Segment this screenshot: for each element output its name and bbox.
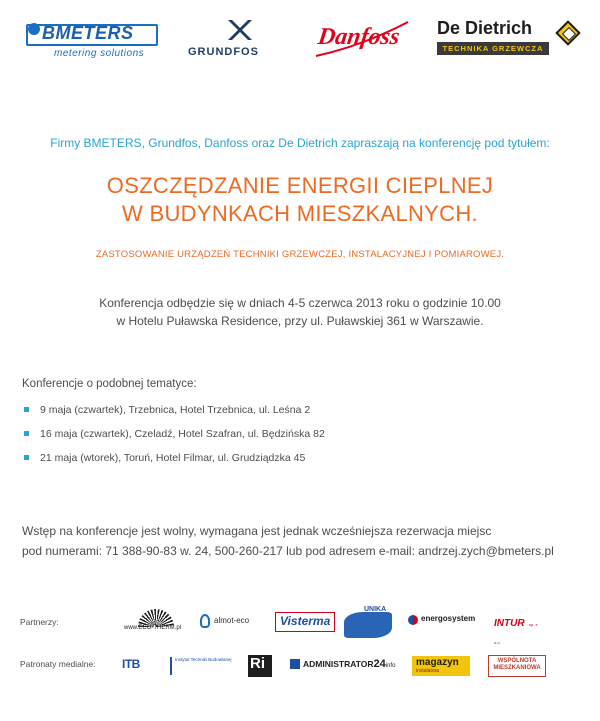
almot-eco-text: almot-eco (214, 616, 250, 625)
square-icon (290, 659, 300, 669)
globe-icon (408, 615, 418, 625)
unika-logo[interactable] (344, 606, 394, 640)
grundfos-name: GRUNDFOS (188, 46, 259, 58)
wave-icon (344, 612, 392, 638)
administrator-word: ADMINISTRATOR (303, 659, 374, 669)
subtitle: ZASTOSOWANIE URZĄDZEŃ TECHNIKI GRZEWCZEJ, INSTALACYJNEJ I POMIAROWEJ. (95, 249, 505, 260)
bullet-icon (24, 431, 29, 436)
partners-label: Partnerzy: (20, 617, 59, 627)
flame-icon (200, 614, 210, 628)
administrator-number: 24 (373, 658, 386, 670)
grundfos-logo (188, 18, 292, 62)
ri-logo[interactable] (248, 655, 272, 677)
itb-text: ITB (122, 657, 140, 671)
instytut-logo[interactable] (170, 657, 237, 675)
magazyn-logo[interactable] (412, 656, 470, 676)
bmeters-tagline: metering solutions (54, 48, 145, 59)
list-item (22, 428, 325, 452)
page-title (0, 172, 600, 228)
administrator-text (303, 658, 395, 670)
list-item-text: 21 maja (wtorek), Toruń, Hotel Filmar, ul. Grudziądzka 45 (40, 452, 306, 464)
ecotherm-logo[interactable] (124, 609, 188, 631)
conference-line-2: w Hotelu Puławska Residence, przy ul. Puławskiej 361 w Warszawie. (116, 314, 484, 328)
drop-icon (28, 23, 40, 35)
unika-text: UNIKA (364, 606, 387, 613)
list-item (22, 404, 325, 428)
entry-line-1: Wstęp na konferencje jest wolny, wymagana jest jednak wcześniejsza rezerwacja miejsc (22, 524, 492, 538)
ecotherm-text: www.ECO-THERM.pl (124, 625, 182, 631)
bmeters-name: BMETERS (42, 23, 134, 43)
danfoss-logo (312, 16, 412, 62)
entry-info (22, 521, 554, 561)
danfoss-name: Danfoss (316, 24, 402, 50)
energosystem-logo[interactable] (408, 614, 488, 628)
bmeters-logo (22, 20, 162, 62)
ri-text: Ri (250, 655, 265, 672)
intur-logo[interactable] (494, 613, 544, 645)
itb-logo[interactable] (122, 657, 158, 671)
entry-line-2: pod numerami: 71 388-90-83 w. 24, 500-260-217 lub pod adresem e-mail: andrzej.zych@bmeters.pl (22, 544, 554, 558)
intur-suffix: sp. z o.o. (494, 622, 538, 645)
visterma-text: Visterma (280, 614, 331, 628)
list-item-text: 9 maja (czwartek), Trzebnica, Hotel Trzebnica, ul. Leśna 2 (40, 404, 311, 416)
instytut-text: Instytut Techniki Budowlanej (175, 657, 232, 662)
bullet-icon (24, 407, 29, 412)
conference-info (0, 294, 600, 330)
media-label: Patronaty medialne: (20, 659, 96, 669)
administrator24-logo[interactable] (290, 657, 394, 673)
bullet-icon (24, 455, 29, 460)
similar-heading: Konferencje o podobnej tematyce: (22, 378, 197, 390)
list-item-text: 16 maja (czwartek), Czeladź, Hotel Szafran, ul. Będzińska 82 (40, 428, 325, 440)
almot-eco-logo[interactable] (200, 612, 264, 632)
administrator-suffix: info (385, 663, 396, 669)
similar-list (22, 404, 325, 476)
list-item (22, 452, 325, 476)
dedietrich-logo (437, 18, 582, 62)
magazyn-sub: instalatora (416, 668, 440, 674)
dedietrich-tagline: TECHNIKA GRZEWCZA (437, 42, 549, 55)
title-line-1: OSZCZĘDZANIE ENERGII CIEPLNEJ (106, 173, 494, 198)
dedietrich-name: De Dietrich (437, 18, 533, 38)
magazyn-text: magazyn (416, 657, 459, 668)
wspolnota-text: WSPÓLNOTA MIESZKANIOWA (493, 658, 541, 671)
wspolnota-logo[interactable] (488, 655, 546, 677)
intur-text: INTUR (494, 618, 525, 629)
conference-line-1: Konferencja odbędzie się w dniach 4-5 czerwca 2013 roku o godzinie 10.00 (99, 296, 501, 310)
grundfos-x-icon (226, 18, 254, 42)
title-line-2: W BUDYNKACH MIESZKALNYCH. (122, 201, 478, 226)
visterma-logo[interactable] (275, 612, 335, 632)
energosystem-text: energosystem (421, 614, 476, 623)
invite-line: Firmy BMETERS, Grundfos, Danfoss oraz De Dietrich zapraszają na konferencję pod tytułem: (50, 136, 550, 150)
